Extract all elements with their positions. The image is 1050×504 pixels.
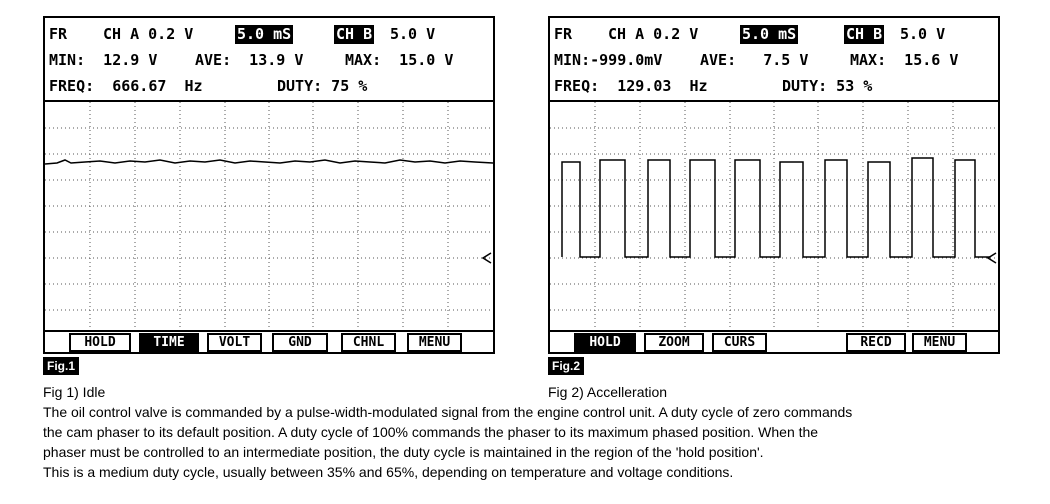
channel-b-setting: 5.0 V (900, 25, 946, 43)
waveform-plot-idle (45, 102, 493, 332)
zoom-button[interactable]: ZOOM (644, 333, 704, 352)
frequency-reading: FREQ: 666.67 Hz (49, 77, 203, 95)
scope-header-measurements (550, 48, 998, 74)
time-division-setting[interactable]: 5.0 mS (742, 25, 797, 43)
figure-1-tag: Fig.1 (43, 357, 79, 375)
channel-button[interactable]: CHNL (341, 333, 396, 352)
max-reading: MAX: 15.0 V (345, 51, 454, 69)
waveform-plot-acceleration (550, 102, 998, 332)
fr-label: FR (554, 25, 573, 43)
figure-2-caption: Fig 2) Accelleration (548, 384, 668, 400)
scope-header-channels (550, 22, 998, 48)
scope-header-channels (45, 22, 493, 48)
record-button[interactable]: RECD (846, 333, 906, 352)
description-line: This is a medium duty cycle, usually between 35% and 65%, depending on temperature and voltage conditions. (43, 464, 734, 480)
hold-button[interactable]: HOLD (574, 333, 636, 352)
average-reading: AVE: 7.5 V (700, 51, 809, 69)
time-division-setting[interactable]: 5.0 mS (237, 25, 292, 43)
channel-b-label[interactable]: CH B (336, 25, 373, 43)
channel-a-setting: CH A 0.2 V (103, 25, 194, 43)
oscilloscope-screen-acceleration (548, 16, 1000, 354)
description-line: the cam phaser to its default position. A duty cycle of 100% commands the phaser to its maximum phased position. When the (43, 424, 819, 440)
description-line: phaser must be controlled to an intermediate position, the duty cycle is maintained in the region of the 'hold position'. (43, 444, 764, 460)
softkey-bar (550, 330, 998, 354)
menu-button[interactable]: MENU (912, 333, 967, 352)
cursor-button[interactable]: CURS (712, 333, 767, 352)
channel-a-setting: CH A 0.2 V (608, 25, 699, 43)
scope-header-frequency (550, 74, 998, 100)
figure-2-tag: Fig.2 (548, 357, 584, 375)
figure-1-caption: Fig 1) Idle (43, 384, 106, 400)
pwm-square-wave-trace (562, 158, 990, 257)
scope-header-measurements (45, 48, 493, 74)
max-reading: MAX: 15.6 V (850, 51, 959, 69)
softkey-bar (45, 330, 493, 354)
duty-cycle-reading: DUTY: 53 % (782, 77, 873, 95)
min-reading: MIN:-999.0mV (554, 51, 663, 69)
duty-cycle-reading: DUTY: 75 % (277, 77, 368, 95)
oscilloscope-screen-idle (43, 16, 495, 354)
graticule-grid (45, 102, 493, 332)
fr-label: FR (49, 25, 68, 43)
description-line: The oil control valve is commanded by a pulse-width-modulated signal from the engine control unit. A duty cycle of zero commands (43, 404, 853, 420)
scope-header-frequency (45, 74, 493, 100)
channel-b-setting: 5.0 V (390, 25, 436, 43)
frequency-reading: FREQ: 129.03 Hz (554, 77, 708, 95)
menu-button[interactable]: MENU (407, 333, 462, 352)
volt-button[interactable]: VOLT (207, 333, 262, 352)
time-button[interactable]: TIME (139, 333, 199, 352)
min-reading: MIN: 12.9 V (49, 51, 158, 69)
channel-b-label[interactable]: CH B (846, 25, 883, 43)
description-text (43, 402, 1043, 482)
ground-button[interactable]: GND (272, 333, 328, 352)
hold-button[interactable]: HOLD (69, 333, 131, 352)
graticule-grid (550, 102, 998, 332)
idle-voltage-trace (45, 160, 493, 164)
average-reading: AVE: 13.9 V (195, 51, 304, 69)
